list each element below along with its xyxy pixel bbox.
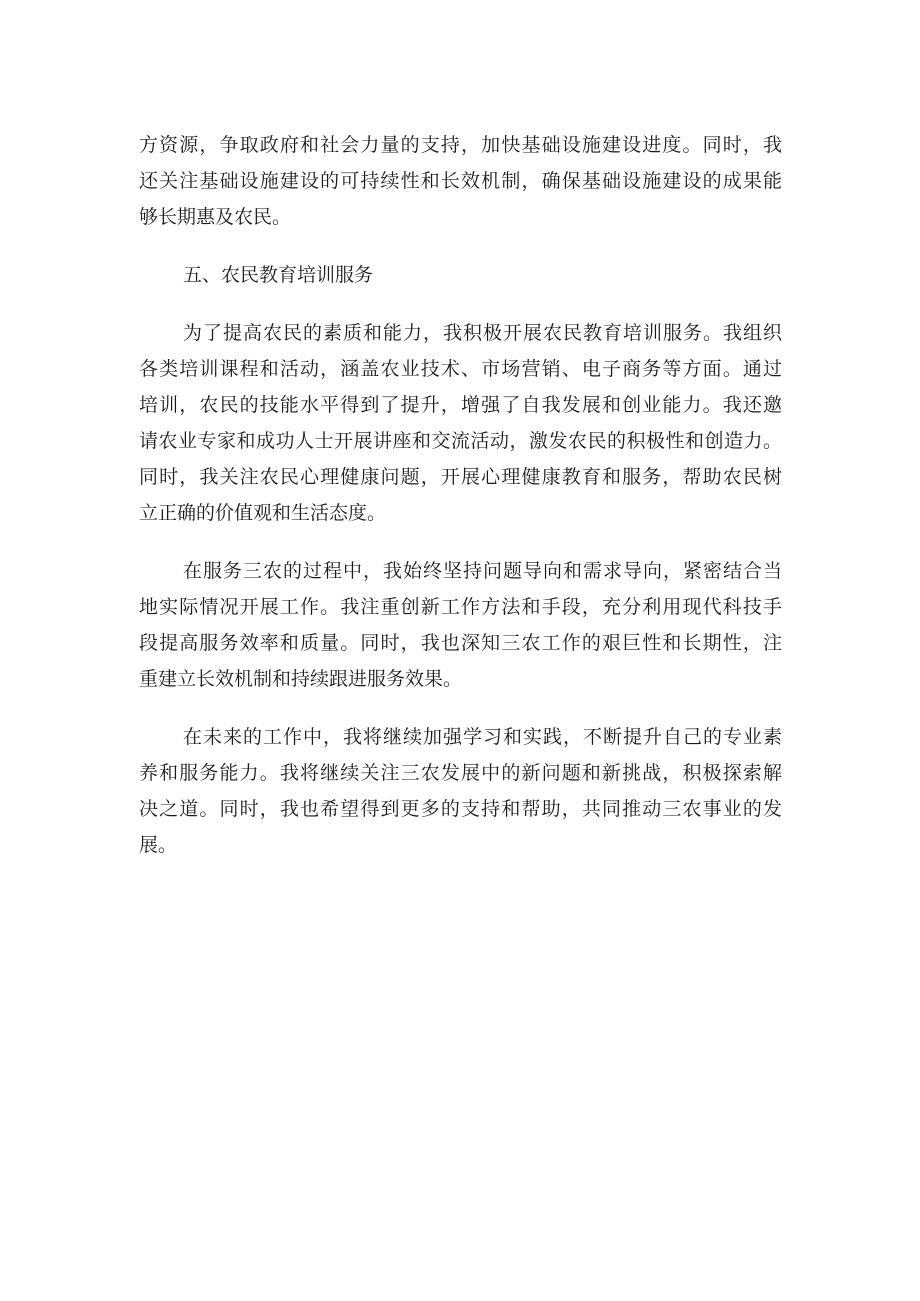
text-line: 立正确的价值观和生活态度。 [139, 502, 387, 524]
heading-text: 五、农民教育培训服务 [183, 264, 374, 286]
text-line: 在未来的工作中，我将继续加强学习和实践，不断提升自己的专业素 [183, 726, 782, 748]
text-line: 方资源，争取政府和社会力量的支持，加快基础设施建设进度。同时，我 [139, 134, 782, 156]
text-line: 地实际情况开展工作。我注重创新工作方法和手段，充分利用现代科技手 [139, 596, 782, 618]
text-line: 请农业专家和成功人士开展讲座和交流活动，激发农民的积极性和创造力。 [139, 430, 782, 452]
paragraph-education-training [139, 315, 782, 531]
text-line: 为了提高农民的素质和能力，我积极开展农民教育培训服务。我组织 [183, 322, 782, 344]
text-line: 同时，我关注农民心理健康问题，开展心理健康教育和服务，帮助农民树 [139, 466, 782, 488]
text-line: 展。 [139, 834, 178, 856]
text-line: 还关注基础设施建设的可持续性和长效机制，确保基础设施建设的成果能 [139, 170, 782, 192]
text-line: 各类培训课程和活动，涵盖农业技术、市场营销、电子商务等方面。通过 [139, 358, 782, 380]
section-heading [139, 257, 782, 293]
text-line: 段提高服务效率和质量。同时，我也深知三农工作的艰巨性和长期性，注 [139, 632, 782, 654]
text-line: 养和服务能力。我将继续关注三农发展中的新问题和新挑战，积极探索解 [139, 762, 782, 784]
paragraph-infrastructure-continued [139, 127, 782, 235]
text-line: 重建立长效机制和持续跟进服务效果。 [139, 668, 463, 690]
paragraph-future-work [139, 719, 782, 863]
document-body [139, 127, 782, 863]
text-line: 培训，农民的技能水平得到了提升，增强了自我发展和创业能力。我还邀 [139, 394, 782, 416]
paragraph-service-approach [139, 553, 782, 697]
text-line: 决之道。同时，我也希望得到更多的支持和帮助，共同推动三农事业的发 [139, 798, 782, 820]
text-line: 在服务三农的过程中，我始终坚持问题导向和需求导向，紧密结合当 [183, 560, 782, 582]
text-line: 够长期惠及农民。 [139, 206, 292, 228]
